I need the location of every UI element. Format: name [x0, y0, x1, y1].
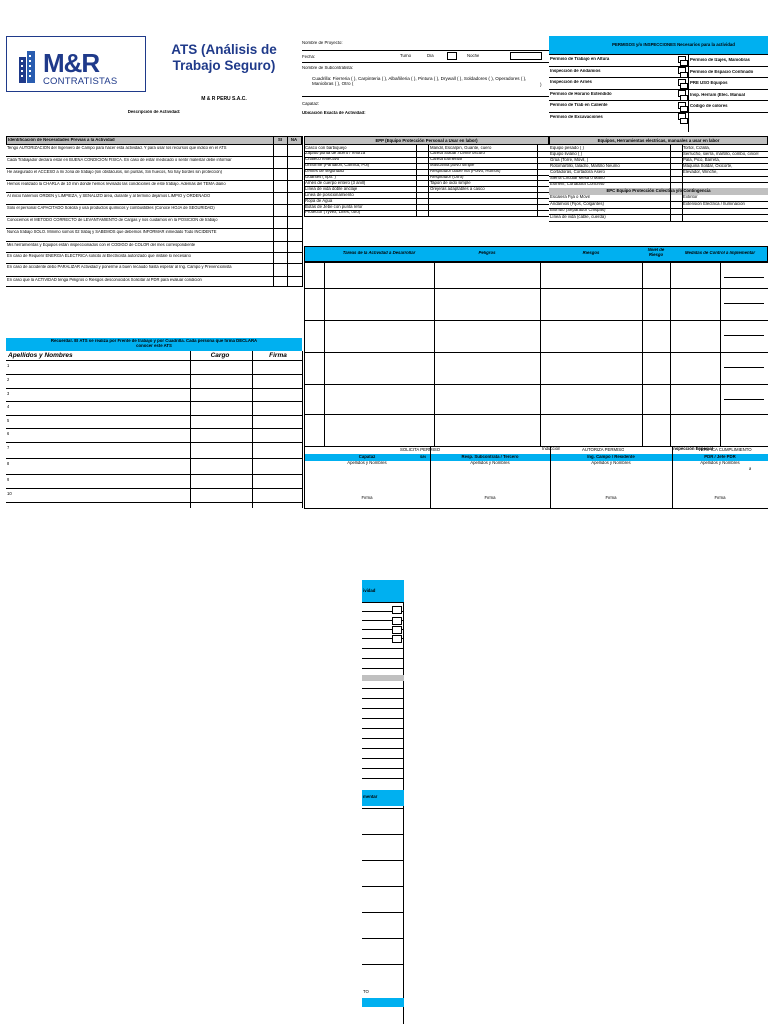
person-row-line [6, 502, 302, 503]
na-head-line [287, 136, 288, 145]
person-number-5: 6 [7, 432, 10, 436]
epp-right-6: Tapon de oido simple [430, 180, 471, 185]
epp-right-3: Mascarilla polvo simple [430, 163, 475, 168]
permit-left-2: Inspección de Arnés [550, 80, 592, 84]
preview-row-line [362, 738, 404, 739]
person-number-1: 2 [7, 378, 10, 382]
preview-task-line [362, 886, 404, 887]
task-col-line [434, 262, 435, 446]
preview-row-line [362, 728, 404, 729]
epp-left-9: Ropa de Agua [305, 198, 333, 203]
epp-left-7: Línea de vida doble anclaje [305, 186, 358, 191]
sign-sn: S/N [420, 455, 426, 459]
si-cell[interactable] [273, 169, 274, 181]
needs-item-8: Mis herramientas y Equipos están inspeccionados con el CODIGO de COLOR del mes correspondiente [7, 243, 196, 247]
person-number-7: 8 [7, 462, 10, 466]
epc-left-0: Escalera Fija o Móvil [550, 195, 590, 200]
sign-sub-0: Apellidos y Nombres [347, 461, 387, 465]
verifies-label: VERIFICA CUMPLIMIENTO [698, 448, 752, 452]
induction-label: Inducción [542, 447, 561, 451]
person-number-8: 9 [7, 478, 10, 482]
sign-sub-3: Apellidos y Nombres [700, 461, 740, 465]
needs-si: SI [277, 138, 283, 142]
si-cell[interactable] [273, 205, 274, 217]
preview-row-line [362, 688, 404, 689]
sign-col-line [550, 446, 551, 508]
sign-firma-3: Firma [714, 496, 726, 500]
epp-left-4: Lentes de seguridad [305, 169, 344, 174]
permits-section [549, 36, 768, 132]
na-cell[interactable] [287, 277, 288, 287]
epc-row-line [549, 221, 768, 222]
preview-row-line [362, 758, 404, 759]
tool-left-1: Equipo liviano ( ) [550, 151, 583, 156]
epp-title: EPP (Equipo Protección Personal a Usar en labor) [304, 136, 549, 145]
night-label: Noche [467, 54, 480, 58]
tool-right-0: Tortol, Cizalla, [683, 145, 710, 150]
crew-options: Cuadrilla: Fierreria ( ), Carpinteria ( ), Albañileria ( ), Pintura ( ), Drywall ( ), Soldadores ( ), Operadores ( ), Maniobras ( ), Otro ( [312, 76, 527, 87]
person-number-4: 5 [7, 419, 10, 423]
si-cell[interactable] [273, 157, 274, 169]
si-cell[interactable] [273, 217, 274, 229]
epp-right-2: Careta Esmerilar [430, 157, 463, 162]
permit-right-3: Insp. Herram (Elec. Manual [690, 92, 745, 97]
permit-check-right[interactable] [680, 118, 688, 124]
epp-left-11: Protector (Tyvex, Lines, otro) [305, 210, 361, 215]
si-cell[interactable] [273, 253, 274, 264]
person-number-2: 3 [7, 392, 10, 396]
preview-grey-bar [362, 675, 404, 681]
needs-item-7: Nunca trabajo SOLO. Mínimo somos 02 trabaj y SABEMOS que debemos INFORMAR inmediato Todo INCIDENTE [7, 230, 217, 234]
epp-left-10: Botas de Jebe con punta refor [305, 204, 363, 209]
preview-task-line [362, 964, 404, 965]
sign-col-line [672, 446, 673, 508]
tool-left-2: Grúa (Torre, Móvil, ) [550, 157, 589, 162]
na-cell[interactable] [287, 157, 288, 169]
person-row-line [6, 442, 302, 443]
needs-item-6: Conocemos el METODO CORRECTO de LEVANTAMIENTO de Cargas y nos cuidamos en la POSICION de trabajo [7, 218, 218, 222]
task-dash [724, 303, 764, 304]
sign-bottom [304, 508, 768, 509]
epc-left-3: Línea de vida (cable, cuerda) [550, 214, 606, 219]
tool-right-4: Elevador, Winche, [683, 169, 718, 174]
preview-title: ividad [362, 580, 404, 602]
day-checkbox[interactable] [447, 52, 457, 60]
epp-divider [428, 145, 429, 216]
task-col-line [670, 262, 671, 446]
tasks-col1: Tareas de la Actividad a Desarrollar [342, 251, 416, 255]
tool-check-col-a[interactable] [670, 145, 671, 221]
preview-tasks: mentar [362, 790, 404, 806]
epc-left-2: Biombo (Separador Chispas) [550, 208, 606, 213]
sign-title-2: Ing. Campo / Residente [587, 455, 635, 459]
preview-task-line [362, 860, 404, 861]
preview-row-line [362, 718, 404, 719]
preview-to: TO [363, 990, 369, 994]
col-role: Cargo [210, 352, 230, 359]
sign-title-3: PDR / Jefe PDR [704, 455, 736, 459]
day-label: Día [427, 54, 434, 58]
epc-title: EPC Equipo Protección Colectiva y/o Contingencia [549, 188, 768, 195]
sign-firma-1: Firma [484, 496, 496, 500]
sign-title-0: Capataz [358, 455, 376, 459]
epp-check-col-b[interactable] [537, 145, 538, 216]
epp-right-5: Respirador (Otro) [430, 175, 464, 179]
epp-left-5: Guantes (Tipo: ) [305, 175, 336, 179]
na-cell[interactable] [287, 229, 288, 242]
logo-text: M&R [43, 48, 100, 78]
preview-checkbox[interactable] [392, 626, 402, 634]
tool-left-5: Sierra Circular Mesa o Mano [550, 176, 605, 180]
tool-left-4: Cortadoras, Cortadora Asero [550, 169, 605, 174]
tool-left-0: Equipo pesado ( ) [550, 145, 584, 150]
task-row-line [304, 384, 768, 385]
si-head-line [273, 136, 274, 145]
si-cell[interactable] [273, 242, 274, 253]
inspection-label: Inspección Especial [672, 447, 714, 451]
needs-na: NA [290, 138, 298, 142]
epc-right-1: Extensión Eléctrica / Iluminación [683, 201, 745, 206]
task-row-line [304, 352, 768, 353]
tool-left-6: Esmeril, Cortadora Concreto [550, 182, 605, 187]
permit-left-0: Permiso de Trabajo en Altura [550, 57, 610, 61]
na-cell[interactable] [287, 264, 288, 277]
task-row-line [304, 262, 768, 263]
person-row-line [6, 488, 302, 489]
preview-task-line [362, 938, 404, 939]
date-label: Fecha: [302, 55, 316, 59]
permits-title: PERMISOS y/o INSPECCIONES Necesarios para la actividad [549, 36, 768, 54]
epc-right-0: Extintor [683, 195, 698, 200]
needs-item-11: En caso que la ACTIVIDAD tenga Peligros o Riesgos desconocidos Solicitar al PDR para evaluar condición [7, 278, 202, 282]
tools-title: Equipos, Herramientas electricas, manuales a usar en labor [549, 136, 768, 145]
na-cell[interactable] [287, 205, 288, 217]
permit-row-line [549, 77, 768, 78]
epp-check-col-a[interactable] [416, 145, 417, 216]
form-title: ATS (Análisis de Trabajo Seguro) [171, 42, 277, 73]
epp-left-border [304, 145, 305, 216]
na-cell[interactable] [287, 242, 288, 253]
tool-left-3: Rotomartillo, taladro, Martillo Neumo [550, 163, 620, 168]
person-row-line [6, 474, 302, 475]
needs-item-10: En caso de accidente debo PARALIZAR Actividad y ponerme a buen recaudo hasta esperar al Ing. Campo y Prevencionista [7, 265, 232, 269]
activity-description: Descripción de Actividad: [6, 110, 302, 119]
epp-left-3: Uniforme (Pantalon, Camisa, Pol) [305, 163, 370, 168]
preview-checkbox[interactable] [392, 617, 402, 625]
foremen-label: Capataz: [302, 102, 320, 106]
si-cell[interactable] [273, 229, 274, 242]
permit-row-line [549, 100, 768, 101]
permit-left-5: Permiso de Excavaciones [550, 114, 603, 119]
preview-row-line [362, 708, 404, 709]
epp-row-line [304, 216, 549, 217]
task-col-line [540, 262, 541, 446]
person-row-line [6, 401, 302, 402]
shift-label: Turno [400, 54, 412, 58]
task-row-line [304, 288, 768, 289]
tasks-col2: Peligros [478, 251, 496, 255]
person-number-6: 7 [7, 446, 10, 450]
needs-item-3: Hemos realizado la CHARLA de 10 min donde hemos revisado las condiciones de este trabajo. Además del TEMA diario [7, 182, 226, 186]
needs-item-9: En caso de Requerir ENERGIA ELECTRICA solicito al Electricista autorizado que instale lo necesario [7, 254, 191, 258]
tool-right-3: Máquina Soldar, Oxicorte, [683, 163, 733, 168]
preview-row-line [362, 698, 404, 699]
person-number-3: 4 [7, 405, 10, 409]
epp-left-8: Linea de posicionamiento [305, 192, 354, 197]
person-row-line [6, 415, 302, 416]
preview-task-line [362, 808, 404, 809]
needs-item-0: Tengo AUTORIZACION del Ingeniero de Campo para hacer esta actividad. Y para usar los recursos que indico en el ATS [7, 146, 227, 150]
needs-right-border [302, 136, 303, 287]
task-dash [724, 399, 764, 400]
preview-checkbox[interactable] [392, 606, 402, 614]
na-cell[interactable] [287, 193, 288, 205]
sign-title-1: Resp. Subcontrata / Tercero [461, 455, 519, 459]
task-row-line [304, 320, 768, 321]
sign-firma-2: Firma [605, 496, 617, 500]
logo-subtext: CONTRATISTAS [43, 76, 118, 87]
preview-row-line [362, 768, 404, 769]
project-label: Nombre de Proyecto: [302, 41, 343, 45]
person-number-9: 10 [7, 492, 12, 496]
preview-task-line [362, 912, 404, 913]
preview-row-line [362, 778, 404, 779]
si-cell[interactable] [273, 145, 274, 157]
sign-sub-2: Apellidos y Nombres [591, 461, 631, 465]
tool-right-2: Pala, Pico, Barreta, [683, 157, 721, 162]
na-cell[interactable] [287, 181, 288, 193]
person-number-0: 1 [7, 364, 10, 368]
person-row-line [6, 428, 302, 429]
tasks-col4: Nivel de Riesgo [647, 248, 665, 257]
epp-left-1: Zapato punta de acero / reforza [305, 151, 366, 156]
epp-right-0: Mandil, Escarpin, Guante, cuero [430, 145, 492, 150]
person-row-line [6, 458, 302, 459]
task-dash [724, 335, 764, 336]
epp-right-4: Respirador doble vía (Polvo, Humos) [430, 169, 501, 174]
preview-task-line [362, 834, 404, 835]
task-col-line [324, 262, 325, 446]
preview-checkbox[interactable] [392, 635, 402, 643]
needs-item-4: Al inicio haremos ORDEN y LIMPIEZA, y SEÑALIZO área, durante y al termino dejamos LIMPIO y ORDENADO [7, 194, 211, 198]
epc-left-1: Andamios (Fijos, Colgantes) [550, 201, 604, 206]
epp-left-2: Chaleco reflectivo [305, 157, 340, 162]
col-name: Apellidos y Nombres [8, 352, 73, 359]
si-cell[interactable] [273, 264, 274, 277]
epp-left-0: Casco con barbiquejo [305, 145, 347, 150]
person-row-line [6, 388, 302, 389]
header-fields [302, 36, 549, 118]
subcontractor-label: Nombre de Subcontratista: [302, 66, 354, 70]
preview-row-line [362, 748, 404, 749]
people-table [6, 351, 302, 508]
permit-left-3: Permiso de Horario Extendido [550, 91, 612, 96]
na-cell[interactable] [287, 145, 288, 157]
sign-col-line [430, 446, 431, 508]
preview-row-line [362, 648, 404, 649]
permit-right-2: PRE USO Equipos [690, 81, 728, 85]
na-cell[interactable] [287, 217, 288, 229]
na-cell[interactable] [287, 169, 288, 181]
preview-row-line [362, 658, 404, 659]
page-preview [362, 580, 404, 1024]
permit-left-1: Inspección de Andamios [550, 68, 601, 73]
task-dash [724, 367, 764, 368]
sign-sub-1: Apellidos y Nombres [470, 461, 510, 465]
reminder-banner: Recuerda!. El ATS se realiza por Frente de trabajo y por Cuadrilla. Cada persona que firma DECLARA conocer este ATS [6, 338, 302, 351]
epp-left-6: Arnés de cuerpo entero (3 anill) [305, 180, 366, 185]
sign-col-line [304, 446, 305, 508]
company-name: M & R PERU S.A.C. [201, 96, 247, 102]
needs-item-5: Sólo el personal CAPACITADO Solicita y usa productos químicos y combustibles (Conoce HOJA de SEGURIDAD) [7, 206, 215, 210]
permit-row-line [549, 66, 768, 67]
permit-row-line [549, 112, 768, 113]
task-col-line [304, 262, 305, 446]
authorizes-label: AUTORIZA PERMISO [582, 448, 625, 452]
needs-item-2: He asegurado el ACCESO a mi zona de trabajo (sin obstáculos, sin puntas, Sin huecos, No hay bordes sin protección) [7, 170, 223, 174]
activity-location: Ubicación Exacta de Actividad: [302, 111, 366, 115]
tasks-col3: Riesgos [582, 251, 600, 255]
sign-a: a [749, 467, 752, 471]
task-col-line [720, 262, 721, 446]
permit-row-line [549, 54, 768, 55]
epp-right-1: Careta Soldar / Lente oscuro [430, 151, 485, 156]
tool-divider [682, 145, 683, 221]
needs-item-1: Cada Trabajador declara estar en BUENA CONDICION FISICA. En caso de estar medicado o sentir malestar debe informar [7, 158, 232, 162]
needs-title: Identificación de Necesidades Previas a la Actividad [8, 138, 115, 142]
signatures-block [304, 446, 768, 508]
si-cell[interactable] [273, 193, 274, 205]
task-col-line [642, 262, 643, 446]
building-icon [16, 51, 38, 83]
sign-firma-0: Firma [361, 496, 373, 500]
permit-row-line [549, 89, 768, 90]
task-row-line [304, 414, 768, 415]
permit-left-4: Permiso de Trab en Caliente [550, 103, 608, 107]
epp-right-7: Orejeras adaptables a casco [430, 186, 485, 191]
si-cell[interactable] [273, 181, 274, 193]
permit-right-1: Permiso de Espacio Confinado [690, 69, 754, 74]
preview-row-line [362, 668, 404, 669]
col-sign: Firma [269, 352, 287, 359]
preview-row-line [362, 602, 404, 603]
ats-form [6, 36, 768, 508]
task-dash [724, 277, 764, 278]
na-cell[interactable] [287, 253, 288, 264]
si-cell[interactable] [273, 277, 274, 287]
night-checkbox[interactable] [510, 52, 542, 60]
tool-right-1: Serrucho, sierra, martillo, combo, cincel [683, 151, 759, 156]
person-row-line [6, 374, 302, 375]
permit-right-0: Permiso de Izajes, Maniobras [690, 58, 750, 62]
permit-divider [688, 54, 689, 132]
crew-close: ) [540, 82, 542, 87]
tasks-table [304, 246, 768, 446]
permit-right-4: Código de colores [690, 104, 728, 108]
requests-label: SOLICITA PERMISO [400, 448, 441, 452]
tasks-col5: Medidas de Control a Implementar [684, 251, 756, 255]
logo-box [6, 36, 146, 92]
